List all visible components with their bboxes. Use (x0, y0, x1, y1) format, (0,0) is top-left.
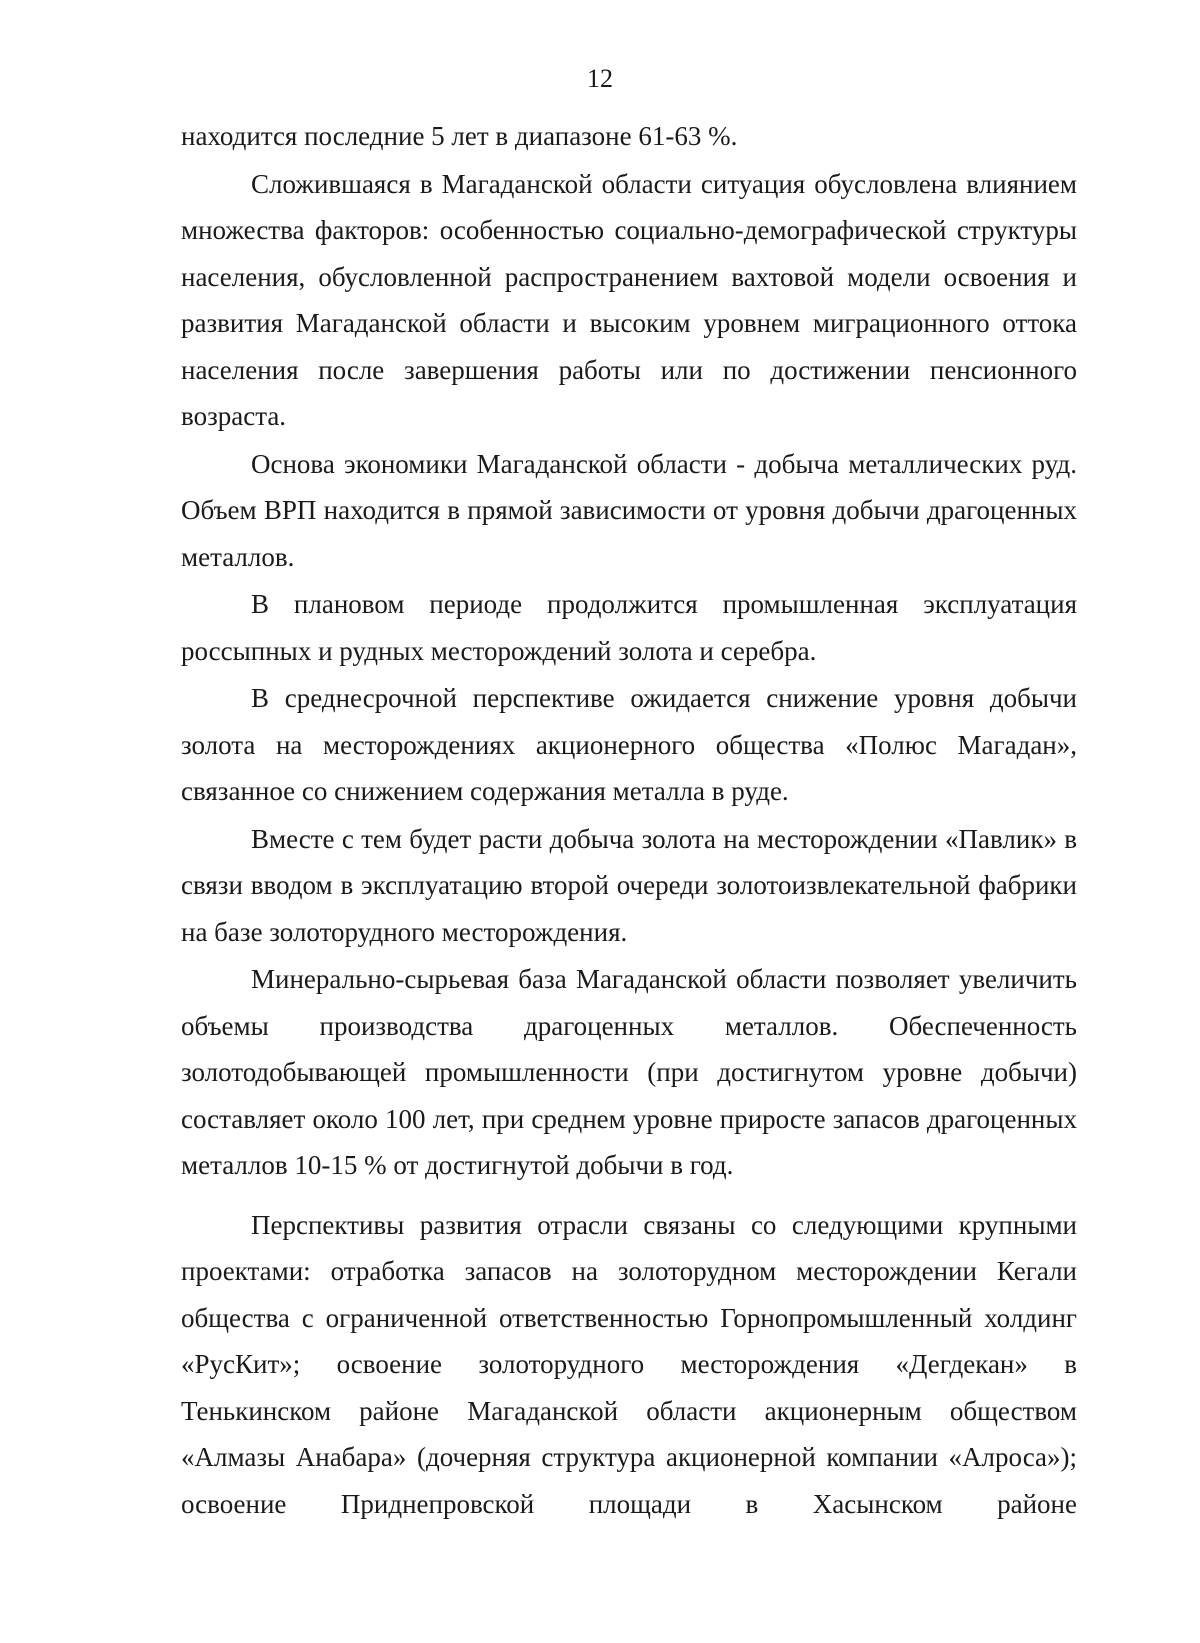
paragraph-mineral-base: Минерально-сырьевая база Магаданской области позволяет увеличить объемы производства драгоценных металлов. Обеспеченность золотодобывающей промышленности (при достигнутом уровне добычи) составляет около 100 лет, при среднем уровне приросте запасов драгоценных металлов 10-15 % от достигнутой добычи в год. (181, 964, 1077, 1180)
paragraph-pavlik-deposit: Вместе с тем будет расти добыча золота на месторождении «Павлик» в связи вводом в эксплуатацию второй очереди золотоизвлекательной фабрики на базе золоторудного месторождения. (181, 823, 1077, 947)
paragraph-development-projects: Перспективы развития отрасли связаны со следующими крупными проектами: отработка запасов на золоторудном месторождении Кегали общества с ограниченной ответственностью Горнопромышленный холдинг «РусКит»; освоение золоторудного месторождения «Дегдекан» в Тенькинском районе Магаданской области акционерным обществом «Алмазы Анабара» (дочерняя структура акционерной компании «Алроса»); освоение Приднепровской площади в Хасынском районе (181, 1209, 1077, 1519)
document-body (181, 113, 1077, 1527)
paragraph-continuation: находится последние 5 лет в диапазоне 61-63 %. (181, 121, 738, 151)
paragraph-planned-period: В плановом периоде продолжится промышленная эксплуатация россыпных и рудных месторождений золота и серебра. (181, 589, 1077, 666)
page-number: 12 (587, 64, 613, 93)
paragraph-mid-term-outlook: В среднесрочной перспективе ожидается снижение уровня добычи золота на месторождениях акционерного общества «Полюс Магадан», связанное со снижением содержания металла в руде. (181, 683, 1077, 806)
paragraph-situation-factors: Сложившаяся в Магаданской области ситуация обусловлена влиянием множества факторов: особенностью социально-демографической структуры населения, обусловленной распространением вахтовой модели освоения и развития Магаданской области и высоким уровнем миграционного оттока населения после завершения работы или по достижении пенсионного возраста. (181, 168, 1077, 431)
paragraph-economy-basis: Основа экономики Магаданской области - добыча металлических руд. Объем ВРП находится в прямой зависимости от уровня добычи драгоценных металлов. (181, 448, 1077, 572)
